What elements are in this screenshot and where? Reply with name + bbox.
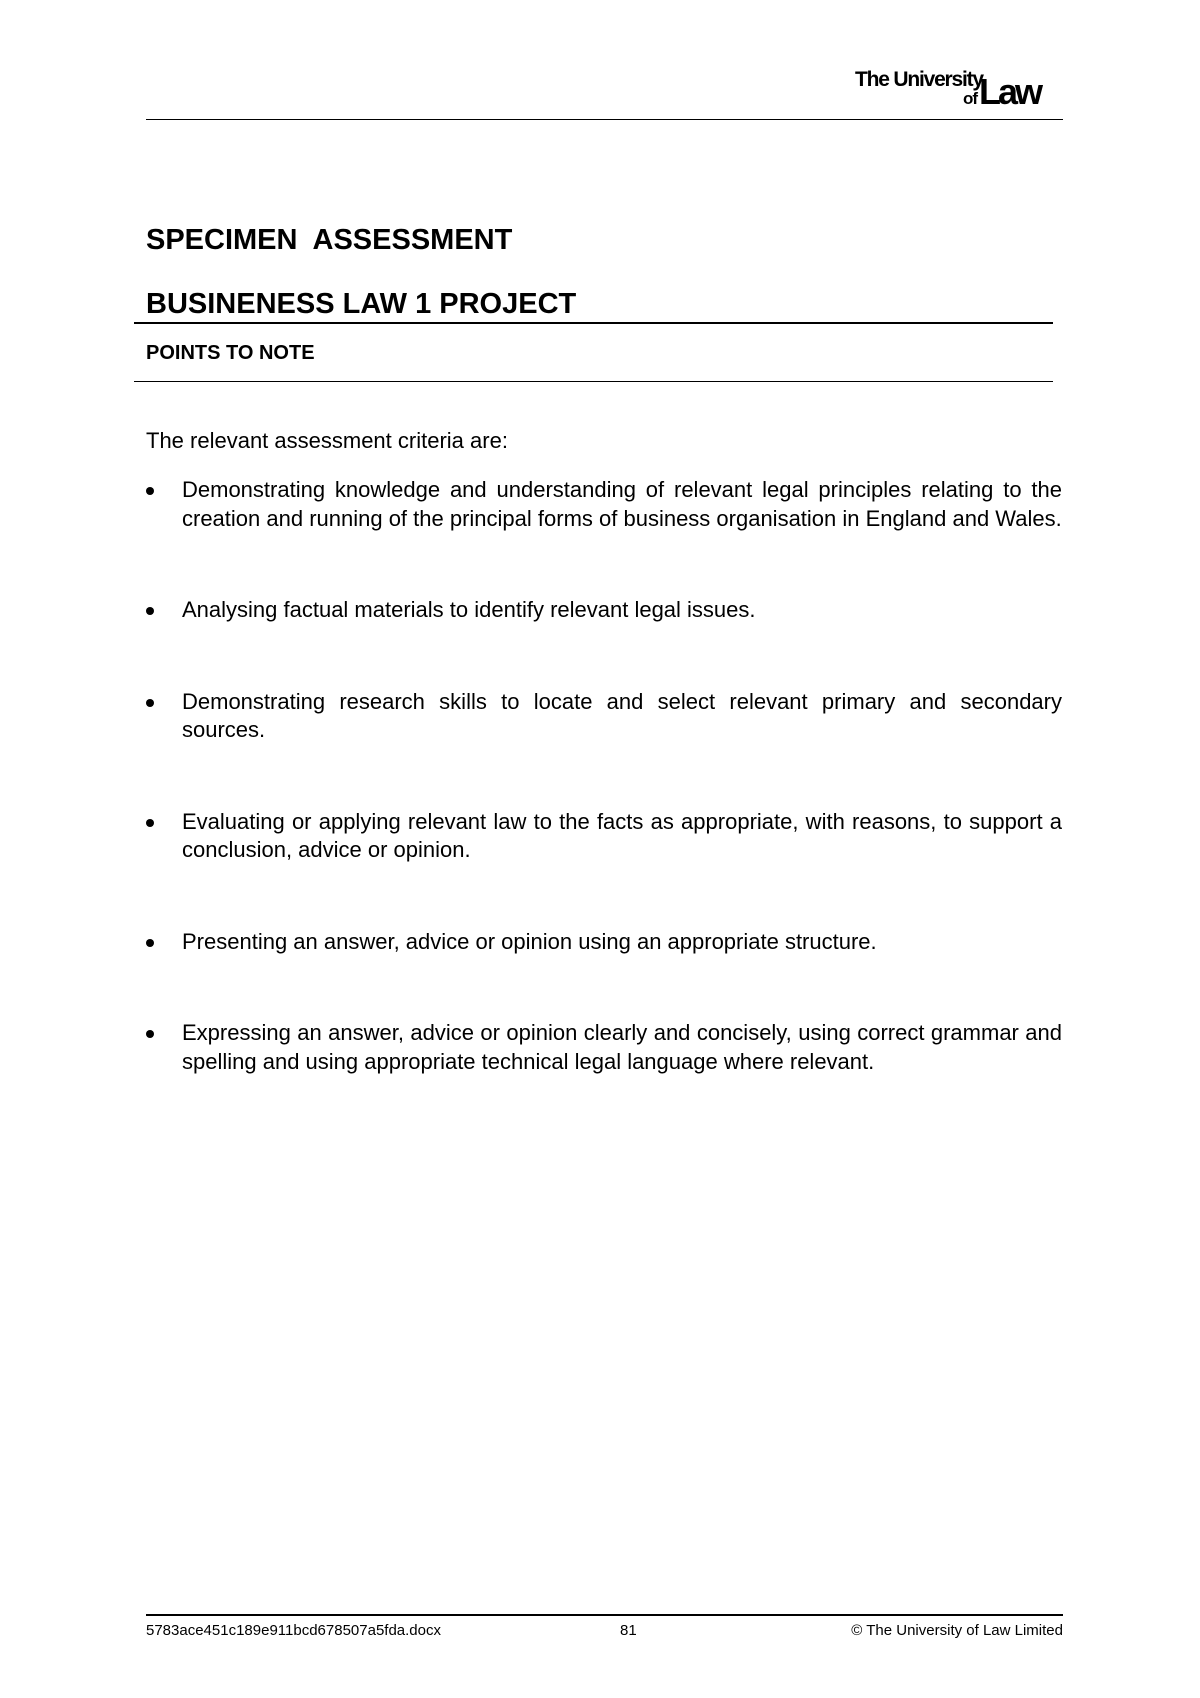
criteria-item	[146, 1019, 1062, 1076]
bullet-icon	[146, 699, 154, 707]
title-divider	[134, 322, 1053, 324]
university-of-law-logo	[855, 66, 1065, 114]
bullet-icon	[146, 939, 154, 947]
logo-line-1: The University	[855, 68, 983, 91]
criteria-text: Analysing factual materials to identify relevant legal issues.	[182, 597, 756, 622]
criteria-item	[146, 596, 1062, 625]
section-heading: POINTS TO NOTE	[146, 342, 315, 364]
bullet-icon	[146, 487, 154, 495]
criteria-text: Presenting an answer, advice or opinion using an appropriate structure.	[182, 928, 877, 954]
criteria-text: Demonstrating research skills to locate and select relevant primary and secondary sources.	[182, 688, 1062, 742]
bullet-icon	[146, 1030, 154, 1038]
criteria-text: Demonstrating knowledge and understanding of relevant legal principles relating to the creation and running of the principal forms of business organisation in England and Wales.	[182, 477, 1062, 531]
footer-page-number: 81	[620, 1622, 637, 1639]
section-divider	[134, 381, 1053, 382]
page-footer	[146, 1622, 1063, 1642]
footer-filename: 5783ace451c189e911bcd678507a5fda.docx	[146, 1622, 441, 1639]
document-subtitle: BUSINENESS LAW 1 PROJECT	[146, 288, 577, 320]
intro-text: The relevant assessment criteria are:	[146, 428, 508, 453]
logo-of: of	[963, 89, 978, 108]
criteria-item	[146, 688, 1062, 745]
bullet-icon	[146, 607, 154, 615]
criteria-text: Expressing an answer, advice or opinion clearly and concisely, using correct grammar and spelling and using appropriate technical legal language where relevant.	[182, 1020, 1062, 1074]
header-divider	[146, 119, 1063, 120]
logo-law: Law	[979, 71, 1041, 112]
criteria-item	[146, 808, 1062, 865]
footer-copyright: © The University of Law Limited	[851, 1622, 1063, 1639]
bullet-icon	[146, 819, 154, 827]
document-title: SPECIMEN ASSESSMENT	[146, 224, 513, 256]
criteria-text: Evaluating or applying relevant law to the facts as appropriate, with reasons, to support a conclusion, advice or opinion.	[182, 808, 1062, 862]
criteria-item	[146, 476, 1062, 533]
criteria-list	[146, 476, 1062, 1139]
criteria-item	[146, 928, 1062, 957]
footer-divider	[146, 1614, 1063, 1616]
